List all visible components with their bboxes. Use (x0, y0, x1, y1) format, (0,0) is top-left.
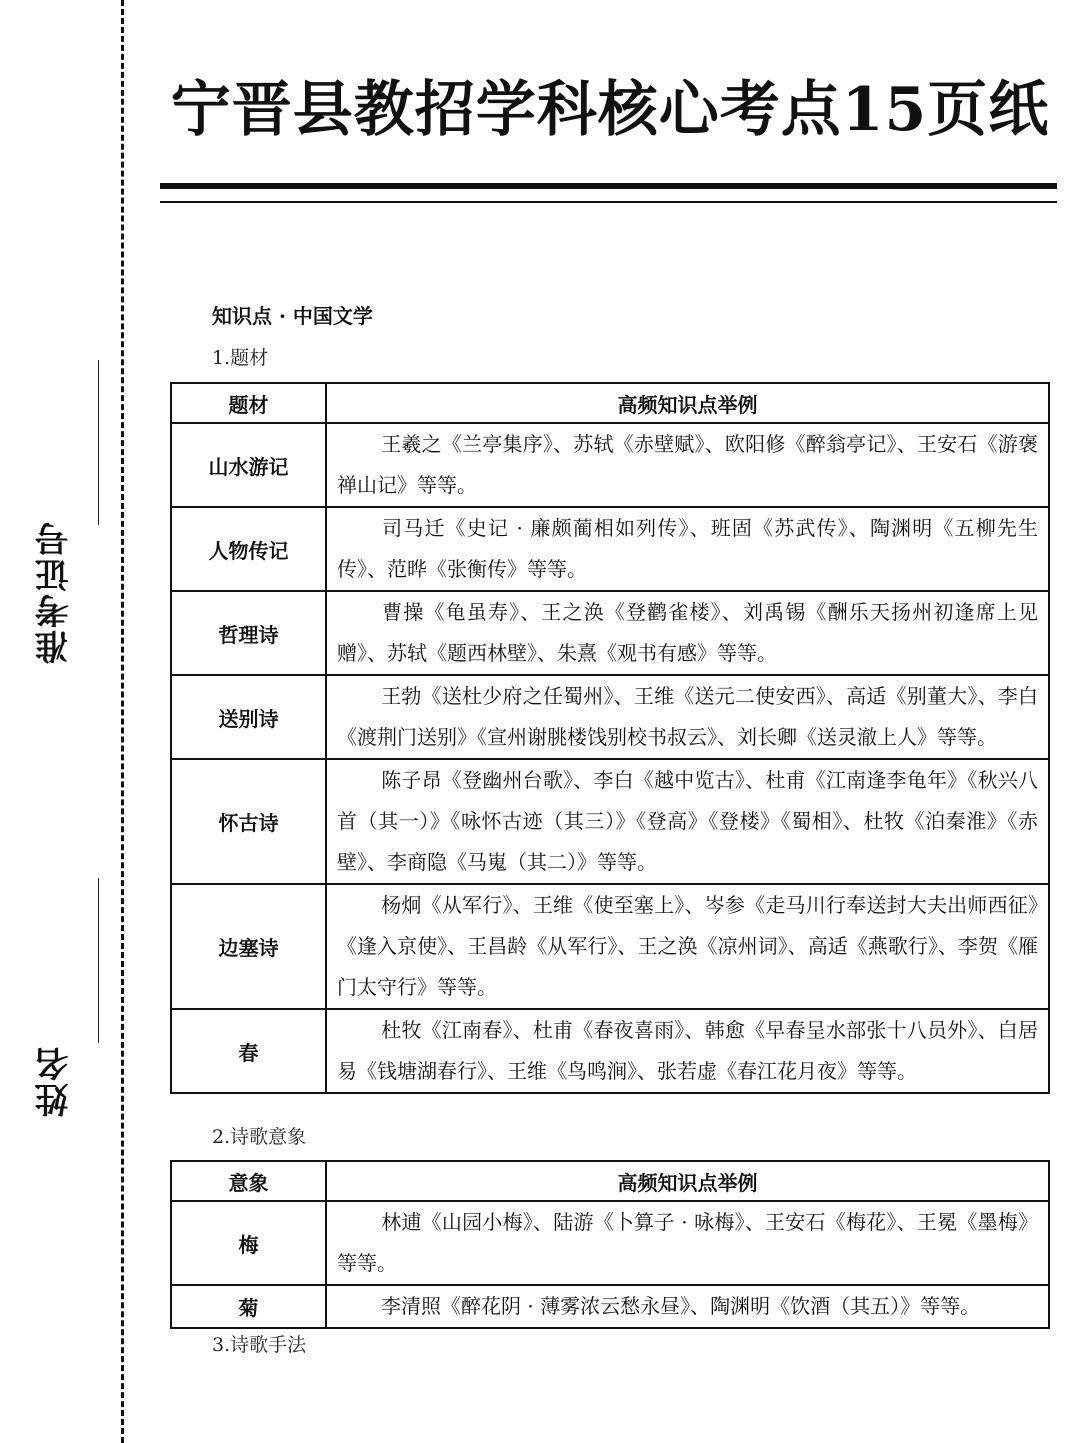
row-content-text: 王勃《送杜少府之任蜀州》、王维《送元二使安西》、高适《别董大》、李白《渡荆门送别》《宣州谢朓楼饯别校书叔云》、刘长卿《送灵澈上人》等等。 (337, 684, 1038, 749)
row-content (326, 1009, 1049, 1093)
column-header: 高频知识点举例 (326, 383, 1049, 423)
row-label: 边塞诗 (171, 884, 326, 1009)
subject-table (170, 382, 1050, 1094)
name-fill-line (98, 878, 99, 1043)
row-content (326, 884, 1049, 1009)
table-row (171, 1009, 1049, 1093)
table-header-row (171, 383, 1049, 423)
imagery-heading: 2.诗歌意象 (212, 1126, 307, 1148)
row-label: 山水游记 (171, 423, 326, 507)
row-label: 哲理诗 (171, 591, 326, 675)
row-content (326, 1285, 1049, 1328)
row-content (326, 507, 1049, 591)
table-row (171, 591, 1049, 675)
table-row (171, 1201, 1049, 1285)
subject-heading: 1.题材 (212, 347, 269, 369)
row-content-text: 林逋《山园小梅》、陆游《卜算子 · 咏梅》、王安石《梅花》、王冕《墨梅》等等。 (337, 1210, 1038, 1275)
table-row (171, 423, 1049, 507)
row-content-text: 李清照《醉花阴 · 薄雾浓云愁永昼》、陶渊明《饮酒（其五）》等等。 (381, 1294, 981, 1318)
title-rule-thin (160, 201, 1057, 203)
row-label: 春 (171, 1009, 326, 1093)
table-row (171, 759, 1049, 884)
exam-id-label: 准考证号 (35, 520, 75, 664)
table-header-row (171, 1161, 1049, 1201)
title-rule-thick (160, 183, 1057, 189)
exam-id-fill-line (98, 360, 99, 525)
table-row (171, 675, 1049, 759)
binding-dashed-line (121, 0, 124, 1443)
row-content-text: 陈子昂《登幽州台歌》、李白《越中览古》、杜甫《江南逢李龟年》《秋兴八首（其一）》《咏怀古迹（其三）》《登高》《登楼》《蜀相》、杜牧《泊秦淮》《赤壁》、李商隐《马嵬（其二）》等等。 (337, 768, 1038, 874)
table-row (171, 1285, 1049, 1328)
row-label: 送别诗 (171, 675, 326, 759)
column-header: 意象 (171, 1161, 326, 1201)
row-content (326, 1201, 1049, 1285)
name-label: 姓名 (35, 1045, 75, 1117)
row-label: 人物传记 (171, 507, 326, 591)
row-label: 怀古诗 (171, 759, 326, 884)
row-content-text: 曹操《龟虽寿》、王之涣《登鹳雀楼》、刘禹锡《酬乐天扬州初逢席上见赠》、苏轼《题西林壁》、朱熹《观书有感》等等。 (337, 600, 1038, 665)
column-header: 题材 (171, 383, 326, 423)
row-content (326, 759, 1049, 884)
table-row (171, 507, 1049, 591)
page-title: 宁晋县教招学科核心考点15页纸 (170, 75, 1050, 145)
row-content (326, 591, 1049, 675)
row-content-text: 杜牧《江南春》、杜甫《春夜喜雨》、韩愈《早春呈水部张十八员外》、白居易《钱塘湖春行》、王维《鸟鸣涧》、张若虚《春江花月夜》等等。 (337, 1018, 1038, 1083)
row-label: 梅 (171, 1201, 326, 1285)
table-row (171, 884, 1049, 1009)
row-content (326, 675, 1049, 759)
column-header: 高频知识点举例 (326, 1161, 1049, 1201)
row-content-text: 司马迁《史记 · 廉颇蔺相如列传》、班固《苏武传》、陶渊明《五柳先生传》、范晔《张衡传》等等。 (337, 516, 1038, 581)
section-heading: 知识点 · 中国文学 (212, 304, 373, 328)
imagery-table (170, 1160, 1050, 1329)
row-label: 菊 (171, 1285, 326, 1328)
row-content (326, 423, 1049, 507)
technique-heading: 3.诗歌手法 (212, 1334, 307, 1356)
row-content-text: 王羲之《兰亭集序》、苏轼《赤壁赋》、欧阳修《醉翁亭记》、王安石《游褒禅山记》等等。 (337, 432, 1038, 497)
row-content-text: 杨炯《从军行》、王维《使至塞上》、岑参《走马川行奉送封大夫出师西征》《逢入京使》、王昌龄《从军行》、王之涣《凉州词》、高适《燕歌行》、李贺《雁门太守行》等等。 (337, 893, 1038, 999)
